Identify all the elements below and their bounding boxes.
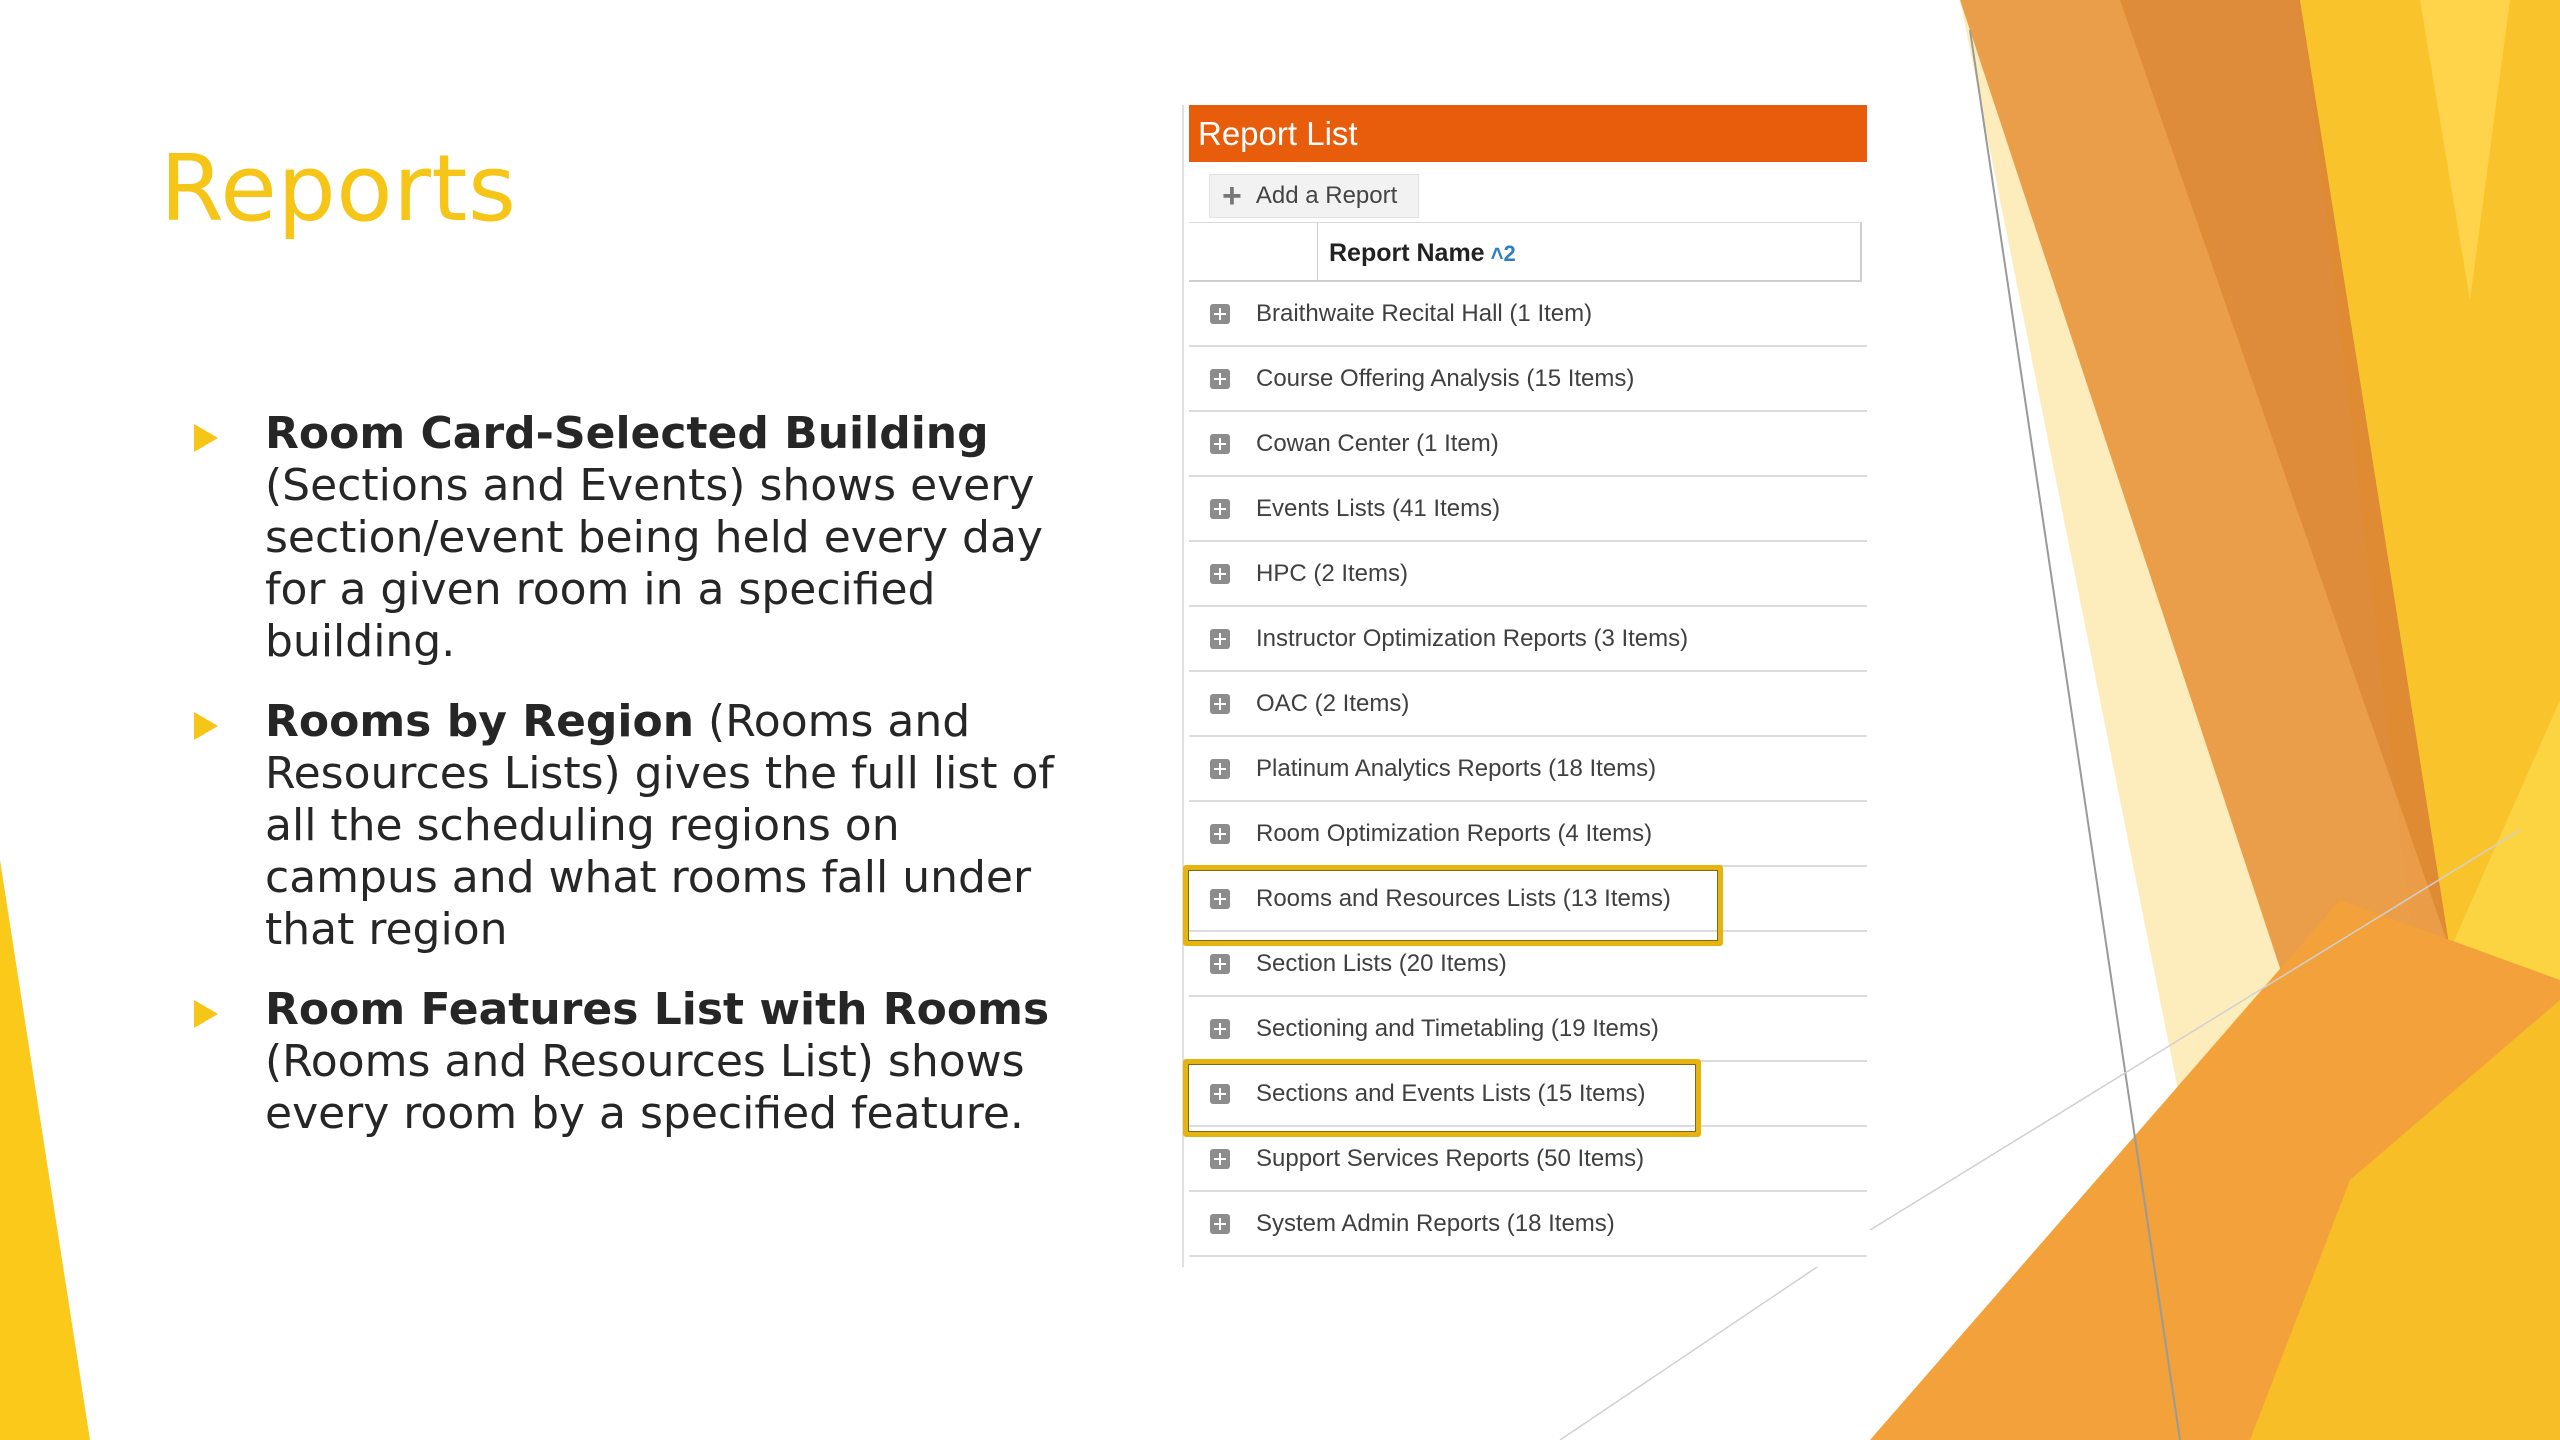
report-list-header: Report List [1189, 105, 1867, 162]
report-group-label[interactable]: Section Lists (20 Items) [1256, 949, 1507, 977]
report-group-label[interactable]: Sections and Events Lists (15 Items) [1256, 1079, 1646, 1107]
report-group-label[interactable]: Room Optimization Reports (4 Items) [1256, 819, 1653, 847]
panel-left-border [1182, 105, 1184, 1267]
report-group-label[interactable]: OAC (2 Items) [1256, 689, 1410, 717]
bullet-item [190, 408, 1070, 668]
report-group-row[interactable] [1189, 607, 1867, 672]
bullet-item [190, 696, 1070, 956]
report-group-label[interactable]: Braithwaite Recital Hall (1 Item) [1256, 299, 1593, 327]
expand-plus-icon[interactable] [1210, 304, 1230, 324]
column-divider [1317, 223, 1318, 280]
report-rows [1189, 282, 1867, 1257]
report-list-panel [1189, 105, 1867, 1267]
bullet-list [190, 408, 1070, 1168]
expand-plus-icon[interactable] [1210, 824, 1230, 844]
report-group-label[interactable]: Course Offering Analysis (15 Items) [1256, 364, 1635, 392]
expand-plus-icon[interactable] [1210, 369, 1230, 389]
report-group-row-highlighted[interactable] [1189, 867, 1867, 932]
expand-plus-icon[interactable] [1210, 1019, 1230, 1039]
thin-line-3 [1560, 1265, 1820, 1440]
expand-plus-icon[interactable] [1210, 434, 1230, 454]
report-group-row[interactable] [1189, 412, 1867, 477]
report-name-column-header[interactable] [1189, 222, 1862, 282]
report-group-row[interactable] [1189, 477, 1867, 542]
expand-plus-icon[interactable] [1210, 889, 1230, 909]
expand-plus-icon[interactable] [1210, 954, 1230, 974]
report-group-row[interactable] [1189, 1192, 1867, 1257]
report-group-label[interactable]: System Admin Reports (18 Items) [1256, 1209, 1615, 1237]
bullet-bold-text: Rooms by Region [265, 696, 695, 747]
expand-plus-icon[interactable] [1210, 1084, 1230, 1104]
column-header-text: Report Name [1329, 239, 1485, 267]
triangle-bullet-icon [194, 712, 218, 740]
bullet-text: (Sections and Events) shows every section/event being held every day for a given room in a specified building. [265, 460, 1043, 667]
bullet-item [190, 984, 1070, 1140]
expand-plus-icon[interactable] [1210, 1149, 1230, 1169]
expand-plus-icon[interactable] [1210, 564, 1230, 584]
slide-title: Reports [160, 135, 517, 242]
report-toolbar [1189, 162, 1867, 222]
report-group-label[interactable]: Instructor Optimization Reports (3 Items) [1256, 624, 1689, 652]
report-group-label[interactable]: HPC (2 Items) [1256, 559, 1409, 587]
expand-plus-icon[interactable] [1210, 759, 1230, 779]
sort-ascending-icon[interactable]: ˄2 [1490, 241, 1516, 266]
triangle-bullet-icon [194, 1000, 218, 1028]
column-header-label[interactable] [1329, 239, 1516, 268]
expand-plus-icon[interactable] [1210, 1214, 1230, 1234]
bullet-bold-text: Room Features List with Rooms [265, 984, 1050, 1035]
add-report-label: Add a Report [1255, 182, 1398, 209]
report-group-row[interactable] [1189, 672, 1867, 737]
bullet-bold-text: Room Card-Selected Building [265, 408, 989, 459]
bullet-text: (Rooms and Resources List) shows every room by a specified feature. [265, 1036, 1025, 1139]
report-group-label[interactable]: Platinum Analytics Reports (18 Items) [1256, 754, 1657, 782]
report-group-row[interactable] [1189, 282, 1867, 347]
report-group-row[interactable] [1189, 802, 1867, 867]
add-report-button[interactable] [1209, 174, 1419, 218]
bullet-text: (Rooms and Resources Lists) gives the full list of all the scheduling regions on campus and what rooms fall under that region [265, 696, 1054, 955]
report-group-label[interactable]: Sectioning and Timetabling (19 Items) [1256, 1014, 1659, 1042]
report-group-label[interactable]: Cowan Center (1 Item) [1256, 429, 1499, 457]
left-yellow-shape [0, 860, 90, 1440]
expand-plus-icon[interactable] [1210, 629, 1230, 649]
report-group-row[interactable] [1189, 932, 1867, 997]
expand-plus-icon[interactable] [1210, 694, 1230, 714]
plus-icon: + [1222, 177, 1242, 215]
report-group-row[interactable] [1189, 997, 1867, 1062]
expand-plus-icon[interactable] [1210, 499, 1230, 519]
report-group-label[interactable]: Events Lists (41 Items) [1256, 494, 1501, 522]
report-group-label[interactable]: Support Services Reports (50 Items) [1256, 1144, 1645, 1172]
report-group-row[interactable] [1189, 542, 1867, 607]
report-group-row[interactable] [1189, 737, 1867, 802]
report-group-row-highlighted[interactable] [1189, 1062, 1867, 1127]
report-group-row[interactable] [1189, 1127, 1867, 1192]
report-group-label[interactable]: Rooms and Resources Lists (13 Items) [1256, 884, 1671, 912]
triangle-bullet-icon [194, 424, 218, 452]
report-group-row[interactable] [1189, 347, 1867, 412]
